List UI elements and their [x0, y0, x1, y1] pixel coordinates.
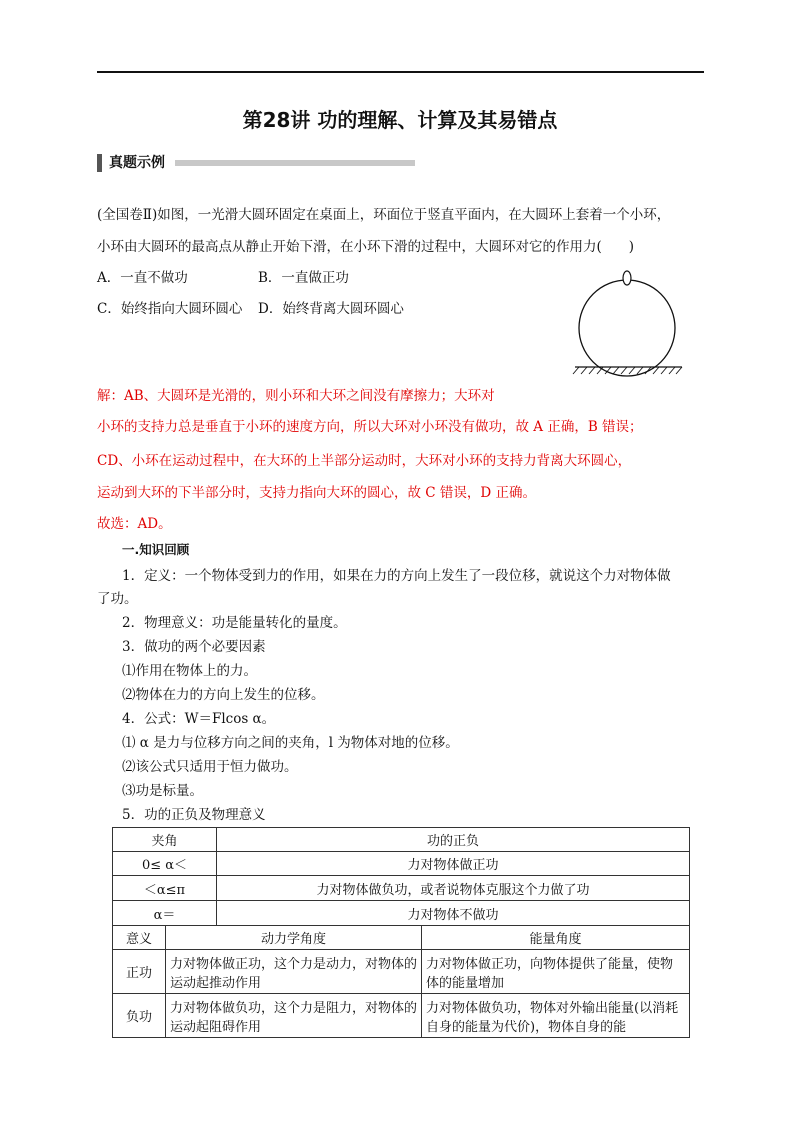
- table-cell: 力对物体做负功，物体对外输出能量(以消耗自身的能量为代价)，物体自身的能: [422, 994, 690, 1038]
- option-b: B．一直做正功: [258, 270, 349, 286]
- review-item: 4．公式：W＝Flcos α。: [122, 711, 276, 727]
- review-item: 2．物理意义：功是能量转化的量度。: [122, 615, 347, 631]
- table-cell: ＜α≤π: [113, 876, 217, 901]
- page-title: 第28讲 功的理解、计算及其易错点: [242, 108, 558, 132]
- table-header-cell: 意义: [113, 926, 166, 950]
- ground-hatching: [573, 367, 682, 374]
- solution-line-2: 小环的支持力总是垂直于小环的速度方向，所以大环对小环没有做功，故 A 正确，B 错误；: [97, 419, 643, 435]
- review-item: ⑵该公式只适用于恒力做功。: [122, 759, 298, 775]
- header-rule: [97, 71, 704, 73]
- table-cell: 0≤ α＜: [113, 852, 217, 876]
- section-label: 真题示例: [109, 155, 165, 171]
- review-item: ⑶功是标量。: [122, 783, 203, 799]
- option-c: C．始终指向大圆环圆心: [97, 301, 243, 317]
- review-item: 了功。: [97, 591, 138, 607]
- table-cell: 力对物体做负功，这个力是阻力，对物体的运动起阻碍作用: [166, 994, 422, 1038]
- review-heading: 一.知识回顾: [122, 542, 190, 557]
- solution-answer: 故选：AD。: [97, 516, 172, 532]
- large-ring: [579, 280, 675, 376]
- review-item: ⑵物体在力的方向上发生的位移。: [122, 687, 325, 703]
- table-cell: 负功: [113, 994, 166, 1038]
- review-item: 5．功的正负及物理意义: [122, 807, 266, 823]
- question-line-1: (全国卷Ⅱ)如图，一光滑大圆环固定在桌面上，环面位于竖直平面内，在大圆环上套着一个小环，: [97, 207, 671, 223]
- option-a: A．一直不做功: [97, 270, 188, 286]
- table-cell: α＝: [113, 901, 217, 926]
- table-header-cell: 功的正负: [217, 828, 690, 852]
- solution-line-1: 解：AB、大圆环是光滑的，则小环和大环之间没有摩擦力；大环对: [97, 388, 495, 404]
- table-cell: 力对物体做正功，这个力是动力，对物体的运动起推动作用: [166, 950, 422, 994]
- solution-line-4: 运动到大环的下半部分时，支持力指向大环的圆心，故 C 错误，D 正确。: [97, 485, 537, 501]
- review-item: ⑴ α 是力与位移方向之间的夹角，l 为物体对地的位移。: [122, 735, 459, 751]
- review-item: 3．做功的两个必要因素: [122, 639, 266, 655]
- solution-line-3: CD、小环在运动过程中，在大环的上半部分运动时，大环对小环的支持力背离大环圆心，: [97, 453, 632, 469]
- table-cell: 力对物体做正功: [217, 852, 690, 876]
- section-underline: [175, 160, 415, 166]
- table-cell: 正功: [113, 950, 166, 994]
- table-header-cell: 夹角: [113, 828, 217, 852]
- work-meaning-table: [112, 925, 690, 1038]
- angle-sign-table: [112, 827, 690, 926]
- question-line-2: 小环由大圆环的最高点从静止开始下滑，在小环下滑的过程中，大圆环对它的作用力( ): [97, 239, 635, 255]
- small-ring: [623, 271, 631, 285]
- section-marker: [97, 154, 102, 172]
- table-cell: 力对物体做正功，向物体提供了能量，使物体的能量增加: [422, 950, 690, 994]
- option-d: D．始终背离大圆环圆心: [258, 301, 404, 317]
- review-item: 1．定义：一个物体受到力的作用，如果在力的方向上发生了一段位移，就说这个力对物体做: [122, 568, 671, 584]
- table-header-cell: 能量角度: [422, 926, 690, 950]
- table-cell: 力对物体不做功: [217, 901, 690, 926]
- table-cell: 力对物体做负功，或者说物体克服这个力做了功: [217, 876, 690, 901]
- ring-diagram: [570, 268, 685, 380]
- table-header-cell: 动力学角度: [166, 926, 422, 950]
- review-item: ⑴作用在物体上的力。: [122, 663, 257, 679]
